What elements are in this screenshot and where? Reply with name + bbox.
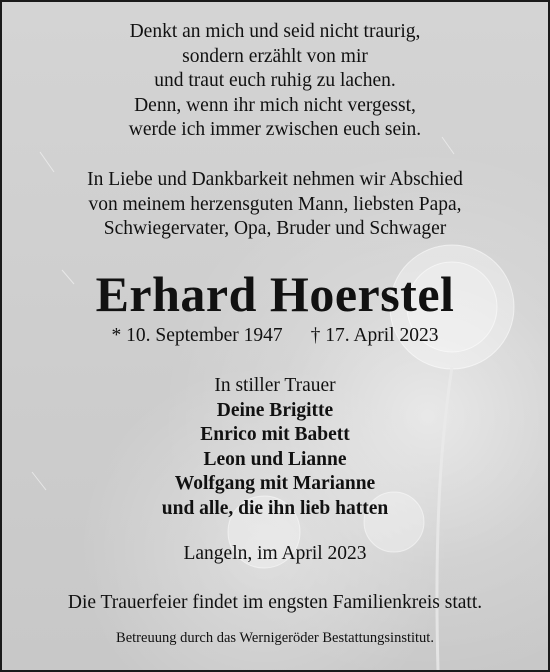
poem-line: sondern erzählt von mir xyxy=(182,45,368,67)
farewell-intro xyxy=(2,168,548,242)
poem xyxy=(2,20,548,143)
intro-line: von meinem herzensguten Mann, liebsten Papa, xyxy=(88,193,462,215)
mourner-name: Wolfgang mit Marianne xyxy=(174,473,376,494)
birth-date: * 10. September 1947 xyxy=(111,325,283,346)
undertaker-note: Betreuung durch das Wernigeröder Bestattungsinstitut. xyxy=(116,630,434,646)
place-date: Langeln, im April 2023 xyxy=(183,543,367,564)
deceased-name: Erhard Hoerstel xyxy=(95,266,455,322)
mourners-intro: In stiller Trauer xyxy=(214,375,336,396)
death-date: † 17. April 2023 xyxy=(310,325,439,346)
mourners xyxy=(2,374,548,521)
poem-line: und traut euch ruhig zu lachen. xyxy=(154,70,396,91)
poem-line: werde ich immer zwischen euch sein. xyxy=(128,119,422,140)
funeral-note: Die Trauerfeier findet im engsten Familienkreis statt. xyxy=(67,592,483,613)
mourner-name: und alle, die ihn lieb hatten xyxy=(161,497,389,519)
life-dates xyxy=(2,324,548,348)
mourner-name: Enrico mit Babett xyxy=(200,424,350,445)
poem-line: Denkt an mich und seid nicht traurig, xyxy=(129,21,421,42)
intro-line: Schwiegervater, Opa, Bruder und Schwager xyxy=(103,218,447,239)
mourner-name: Leon und Lianne xyxy=(203,448,347,470)
poem-line: Denn, wenn ihr mich nicht vergesst, xyxy=(134,94,416,116)
intro-line: In Liebe und Dankbarkeit nehmen wir Abschied xyxy=(87,169,463,190)
mourner-name: Deine Brigitte xyxy=(216,399,334,421)
